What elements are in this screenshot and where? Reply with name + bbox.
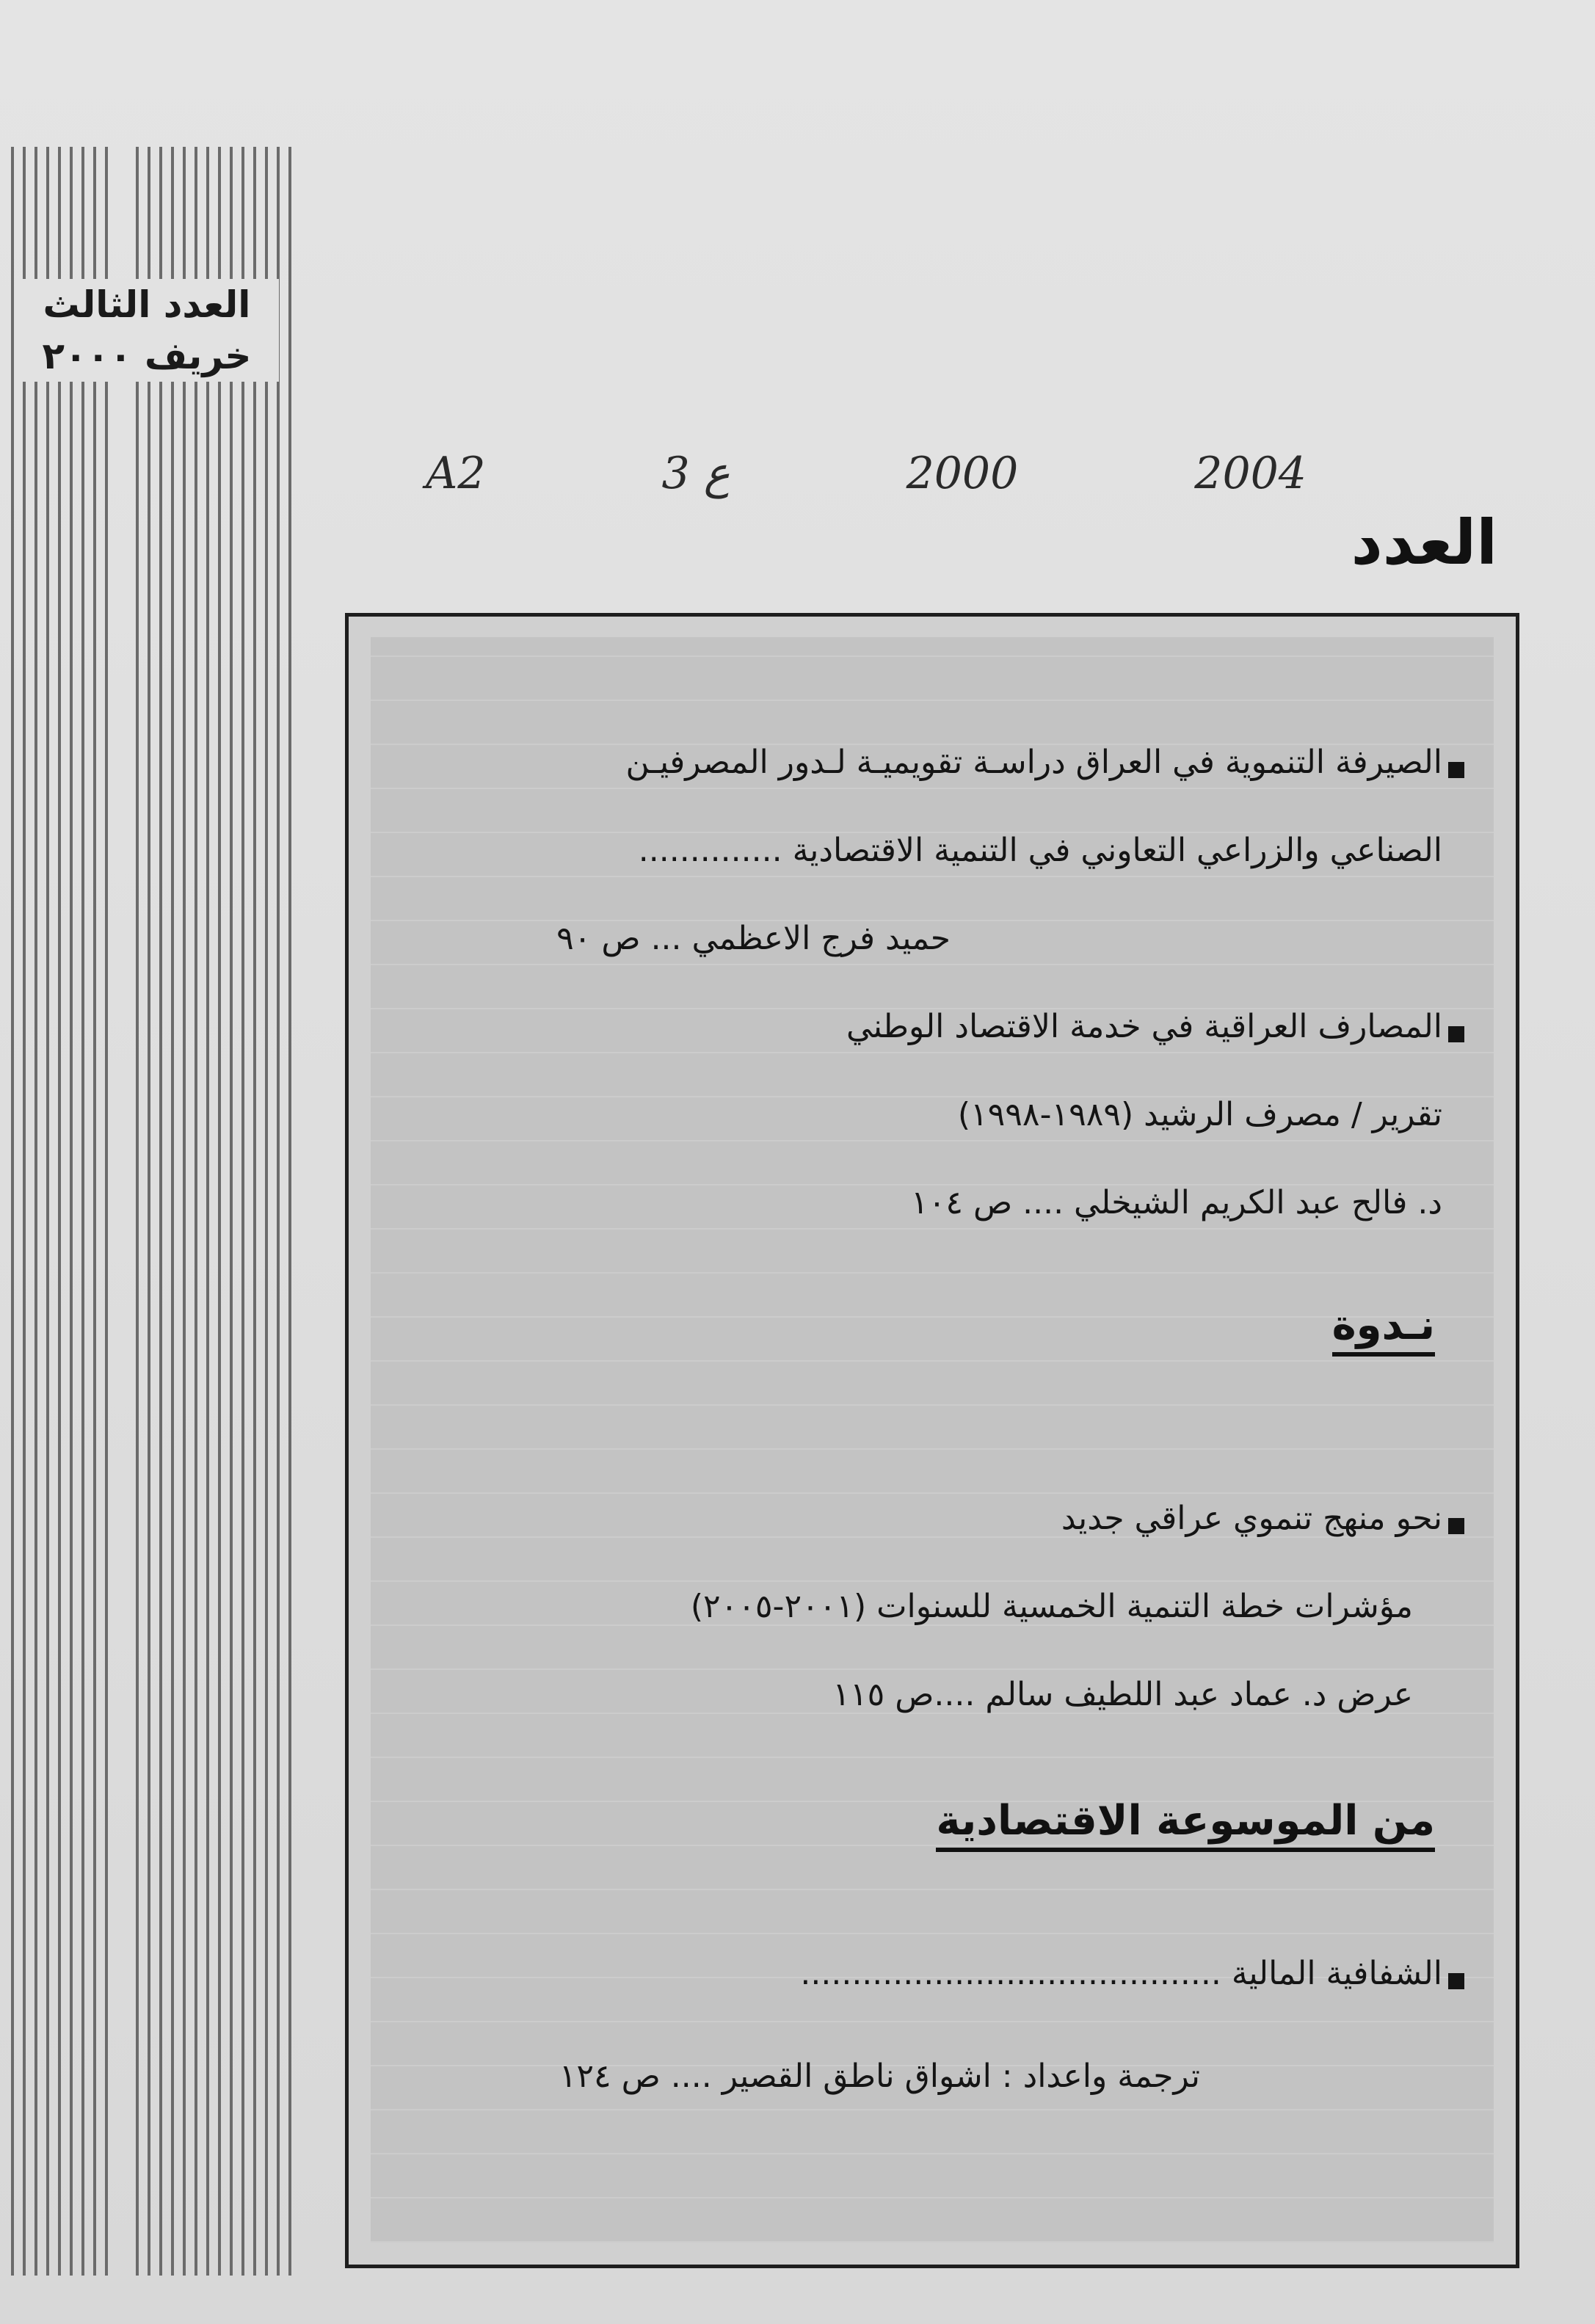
toc-entry-author: د. فالح عبد الكريم الشيخلي .... ص ١٠٤ [911,1184,1442,1221]
section-title: العدد [1351,506,1497,578]
bullet-icon [1448,762,1464,778]
toc-entry-title: المصارف العراقية في خدمة الاقتصاد الوطني [846,1008,1442,1045]
toc-entry-subtitle: مؤشرات خطة التنمية الخمسية للسنوات (٢٠٠١-٢٠٠٥) [690,1588,1413,1625]
far-left-stripes-decoration [11,147,136,2276]
left-stripes-decoration [136,147,327,2276]
handwritten-note-part3: ع 3 [661,448,730,499]
bullet-icon [1448,1026,1464,1042]
handwritten-note-part1: 2004 [1194,448,1307,499]
toc-entry-subtitle: الصناعي والزراعي التعاوني في التنمية الاقتصادية .............. [638,832,1442,869]
section-heading: نـدوة [1332,1301,1435,1357]
toc-box [345,613,1519,2268]
handwritten-note-part4: A2 [426,448,486,499]
section-heading: من الموسوعة الاقتصادية [936,1797,1435,1852]
toc-inner [371,637,1494,2243]
issue-season-label: خريف ٢٠٠٠ [42,335,252,377]
bullet-icon [1448,1518,1464,1534]
handwritten-note-part2: 2000 [906,448,1019,499]
toc-entry-subtitle: تقرير / مصرف الرشيد (١٩٨٩-١٩٩٨) [957,1096,1442,1133]
toc-entry-title: نحو منهج تنموي عراقي جديد [1061,1500,1442,1537]
toc-entry-author: عرض د. عماد عبد اللطيف سالم ....ص ١١٥ [832,1676,1413,1713]
toc-entry-title: الشفافية المالية ......................................... [800,1955,1442,1992]
toc-entry-title: الصيرفة التنموية في العراق دراسـة تقويميـة لـدور المصرفيـن [625,744,1442,781]
bullet-icon [1448,1973,1464,1989]
toc-entry-author: ترجمة واعداد : اشواق ناطق القصير .... ص ١٢٤ [559,2058,1200,2095]
toc-entry-author: حميد فرج الاعظمي ... ص ٩٠ [556,920,951,957]
handwritten-note [426,440,1307,506]
issue-label [15,279,279,382]
issue-number-label: العدد الثالث [43,283,251,326]
